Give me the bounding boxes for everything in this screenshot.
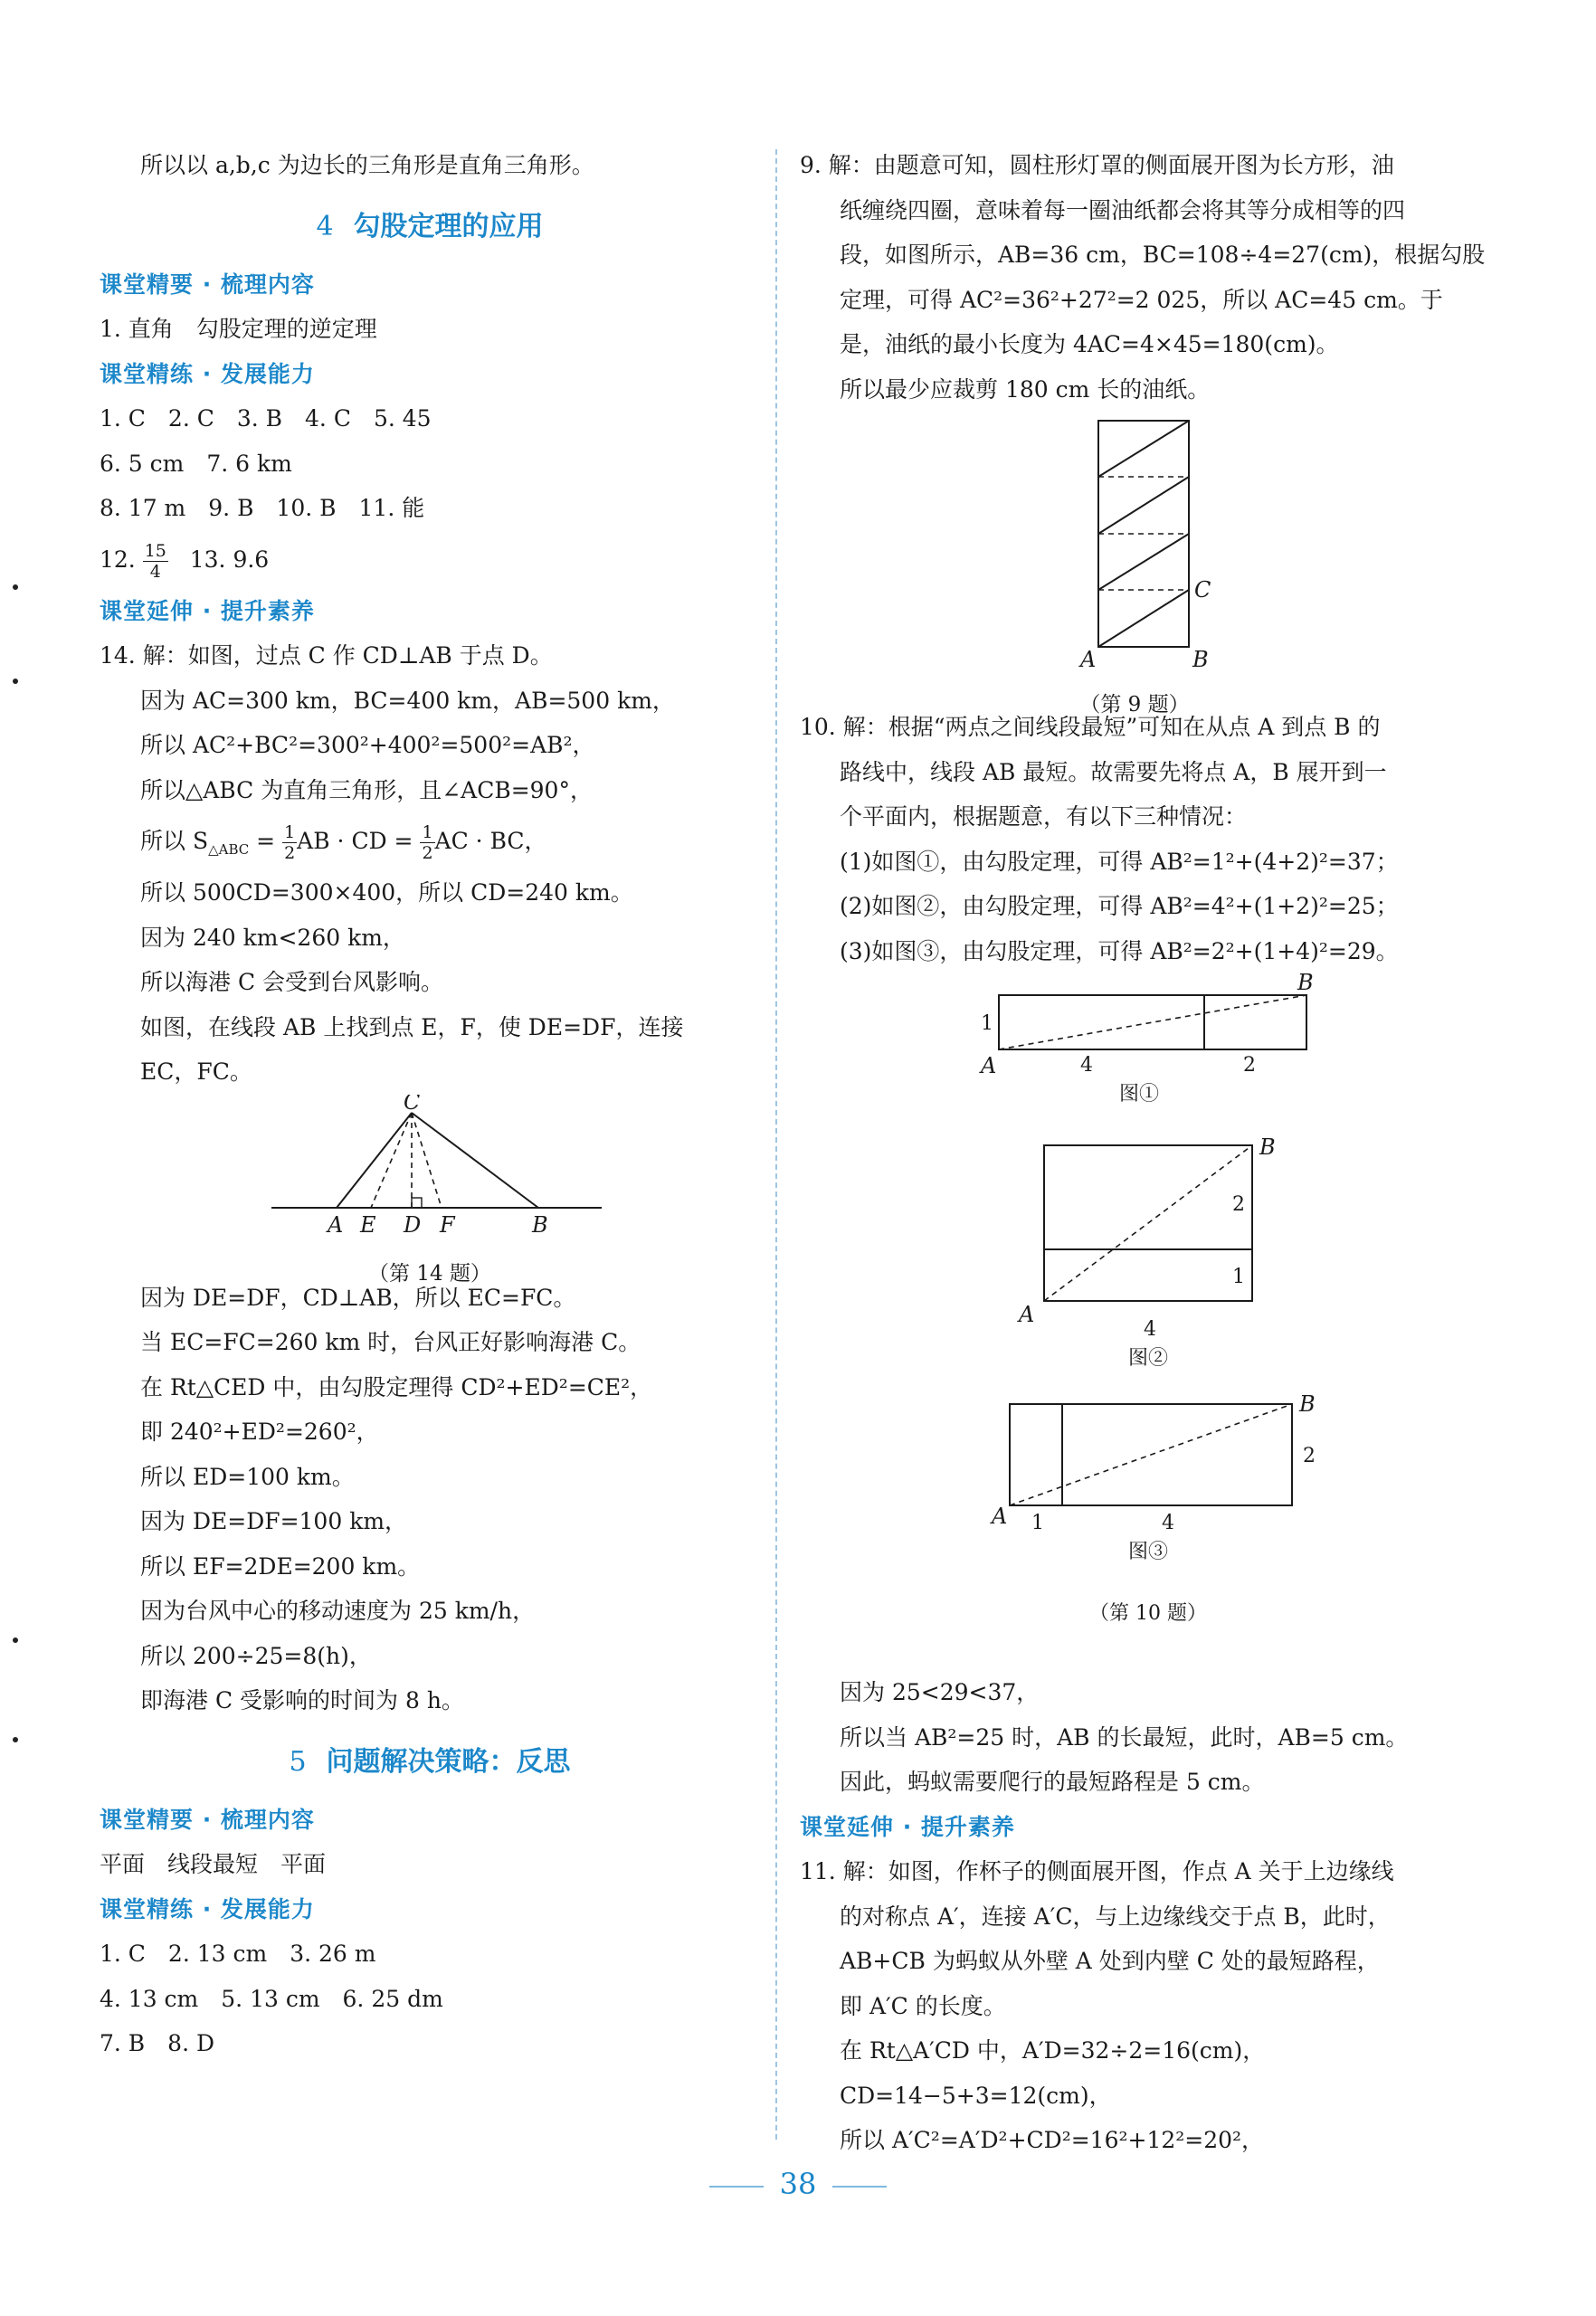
dim-label: 2: [1303, 1445, 1316, 1467]
solution-line: 所以海港 C 会受到台风影响。: [140, 969, 444, 995]
solution-line: 所以 500CD=300×400，所以 CD=240 km。: [140, 879, 633, 906]
solution-line: (3)如图③，由勾股定理，可得 AB²=2²+(1+4)²=29。: [840, 937, 1399, 964]
solution-line: AB+CB 为蚂蚁从外壁 A 处到内壁 C 处的最短路程，: [840, 1948, 1380, 1974]
sub-heading: 课堂精练 · 发展能力: [100, 1895, 315, 1922]
label-B: B: [1297, 973, 1314, 995]
answer-line: 1. C 2. 13 cm 3. 26 m: [100, 1941, 376, 1967]
section-5-heading: [100, 1740, 760, 1785]
solution-line: 个平面内，根据题意，有以下三种情况：: [840, 803, 1248, 830]
label-B: B: [1299, 1391, 1316, 1417]
solution-line: 的对称点 A′，连接 A′C，与上边缘线交于点 B，此时，: [840, 1903, 1391, 1930]
solution-line: 是，油纸的最小长度为 4AC=4×45=180(cm)。: [840, 331, 1339, 357]
fraction: [143, 541, 168, 582]
sub-heading: 课堂精要 · 梳理内容: [100, 1806, 315, 1833]
answer-line: 4. 13 cm 5. 13 cm 6. 25 dm: [100, 1985, 443, 2012]
answer-line: 平面 线段最短 平面: [100, 1851, 327, 1877]
figure-9: [800, 412, 1469, 717]
sub-heading: 课堂精练 · 发展能力: [100, 360, 315, 387]
solution-line: 因为 DE=DF，CD⊥AB，所以 EC=FC。: [140, 1284, 576, 1311]
answer-line: 1. C 2. C 3. B 4. C 5. 45: [100, 405, 432, 432]
solution-line: 在 Rt△A′CD 中，A′D=32÷2=16(cm)，: [840, 2037, 1266, 2064]
dim-label: 4: [1144, 1318, 1156, 1341]
column-divider: [775, 149, 777, 2140]
fraction: [420, 822, 434, 863]
formula-text: AB · CD =: [297, 828, 421, 854]
figure-caption: 图①: [1118, 1083, 1160, 1106]
solution-line: 所以当 AB²=25 时，AB 的长最短，此时，AB=5 cm。: [840, 1723, 1409, 1751]
numerator: 1: [284, 822, 296, 842]
solution-line: 因为 240 km<260 km，: [140, 924, 405, 951]
box-unfold-diagrams: [800, 973, 1469, 1643]
solution-line: 段，如图所示，AB=36 cm，BC=108÷4=27(cm)，根据勾股: [840, 242, 1486, 268]
solution-line: EC，FC。: [140, 1058, 252, 1085]
solution-line: 所以 EF=2DE=200 km。: [140, 1552, 421, 1580]
answer-label: 12.: [100, 546, 136, 573]
answer-line: 6. 5 cm 7. 6 km: [100, 450, 292, 477]
figure-caption: （第 10 题）: [1089, 1602, 1207, 1625]
solution-line: 因此，蚂蚁需要爬行的最短路程是 5 cm。: [840, 1769, 1265, 1795]
page-number: 38: [779, 2167, 817, 2201]
solution-line: 因为 AC=300 km，BC=400 km，AB=500 km，: [140, 687, 675, 714]
section-4-heading: [100, 204, 760, 250]
dim-label: 1: [981, 1012, 993, 1035]
triangle-diagram: [100, 1095, 760, 1244]
solution-line: 因为 DE=DF=100 km，: [140, 1508, 408, 1534]
formula-text: AC · BC，: [434, 828, 547, 854]
solution-line: 当 EC=FC=260 km 时，台风正好影响海港 C。: [140, 1329, 641, 1355]
label-A: A: [1080, 647, 1097, 672]
left-column: [100, 143, 760, 2066]
answer-line: 1. 直角 勾股定理的逆定理: [100, 316, 377, 342]
denominator: 2: [422, 843, 433, 863]
sub-heading: 课堂精要 · 梳理内容: [100, 271, 315, 298]
area-formula: [100, 812, 760, 870]
solution-line: 定理，可得 AC²=36²+27²=2 025，所以 AC=45 cm。于: [840, 286, 1443, 313]
solution-line: 11. 解：如图，作杯子的侧面展开图，作点 A 关于上边缘线: [800, 1858, 1394, 1884]
label-C: C: [404, 1094, 421, 1115]
denominator: 4: [149, 561, 161, 582]
label-A: A: [992, 1504, 1008, 1529]
solution-line: 在 Rt△CED 中，由勾股定理得 CD²+ED²=CE²，: [140, 1373, 653, 1400]
section-number: 4: [316, 210, 334, 242]
denominator: 2: [284, 843, 296, 863]
dim-label: 2: [1243, 1054, 1256, 1077]
solution-line: 即 240²+ED²=260²，: [140, 1419, 379, 1445]
label-A: A: [981, 1053, 997, 1078]
solution-line: 因为 25<29<37，: [840, 1679, 1040, 1705]
figure-10: [800, 973, 1469, 1670]
solution-line: 所以最少应裁剪 180 cm 长的油纸。: [840, 375, 1211, 403]
figure-14: [100, 1094, 760, 1286]
label-F: F: [440, 1211, 455, 1238]
solution-line: 所以 200÷25=8(h)，: [140, 1642, 372, 1669]
margin-dot: [13, 1637, 18, 1643]
margin-dot: [13, 1737, 18, 1742]
solution-line: 所以△ABC 为直角三角形，且∠ACB=90°，: [140, 776, 593, 803]
solution-line: 所以 ED=100 km。: [140, 1463, 355, 1490]
answer-line: 7. B 8. D: [100, 2030, 215, 2056]
dim-label: 2: [1232, 1193, 1245, 1216]
solution-line: 即 A′C 的长度。: [840, 1992, 1006, 2019]
dim-label: 1: [1232, 1266, 1245, 1288]
figure-caption: （第 14 题）: [368, 1262, 491, 1286]
footer-rule: [709, 2186, 764, 2188]
solution-line: 即海港 C 受影响的时间为 8 h。: [140, 1687, 464, 1713]
label-C: C: [1194, 577, 1211, 603]
label-B: B: [532, 1211, 548, 1238]
dim-label: 1: [1031, 1512, 1044, 1534]
section-number: 5: [289, 1745, 307, 1778]
solution-line: (1)如图①，由勾股定理，可得 AB²=1²+(4+2)²=37；: [840, 848, 1399, 875]
solution-line: 纸缠绕四圈，意味着每一圈油纸都会将其等分成相等的四: [840, 196, 1406, 223]
label-D: D: [404, 1211, 422, 1238]
margin-dot: [13, 679, 18, 684]
formula-subscript: △ABC: [208, 841, 250, 858]
sub-heading: 课堂延伸 · 提升素养: [100, 597, 315, 624]
solution-line: 所以 A′C²=A′D²+CD²=16²+12²=20²，: [840, 2127, 1265, 2153]
figure-caption: （第 9 题）: [1079, 692, 1190, 717]
formula-text: =: [249, 828, 283, 854]
formula-text: 所以 S: [140, 828, 209, 854]
solution-line: 所以 AC²+BC²=300²+400²=500²=AB²，: [140, 732, 595, 758]
solution-line: 路线中，线段 AB 最短。故需要先将点 A，B 展开到一: [840, 758, 1387, 785]
solution-line: 14. 解：如图，过点 C 作 CD⊥AB 于点 D。: [100, 642, 553, 669]
dim-label: 4: [1162, 1512, 1174, 1534]
page-footer: [0, 2162, 1596, 2207]
footer-rule: [832, 2186, 887, 2188]
section-title: 勾股定理的应用: [353, 210, 544, 242]
intro-line: 所以以 a,b,c 为边长的三角形是直角三角形。: [140, 152, 594, 178]
answer-label: 13. 9.6: [189, 546, 270, 573]
dim-label: 4: [1080, 1054, 1093, 1077]
solution-line: 10. 解：根据“两点之间线段最短”可知在从点 A 到点 B 的: [800, 714, 1381, 740]
solution-line: 因为台风中心的移动速度为 25 km/h，: [140, 1598, 536, 1624]
numerator: 15: [144, 540, 166, 561]
label-A: A: [328, 1211, 344, 1238]
solution-line: 如图，在线段 AB 上找到点 E，F，使 DE=DF，连接: [140, 1013, 684, 1040]
label-E: E: [360, 1211, 376, 1238]
answer-line: 8. 17 m 9. B 10. B 11. 能: [100, 495, 425, 521]
answer-line: [100, 531, 760, 589]
solution-line: CD=14−5+3=12(cm)，: [840, 2082, 1112, 2109]
sub-heading: 课堂延伸 · 提升素养: [800, 1813, 1015, 1840]
margin-dot: [13, 584, 18, 590]
figure-caption: 图②: [1127, 1347, 1169, 1370]
fraction: [282, 822, 297, 863]
figure-caption: 图③: [1127, 1541, 1169, 1563]
numerator: 1: [422, 822, 433, 842]
right-column: [800, 143, 1486, 2163]
solution-line: 9. 解：由题意可知，圆柱形灯罩的侧面展开图为长方形，油: [800, 152, 1394, 178]
section-title: 问题解决策略：反思: [326, 1745, 571, 1778]
label-B: B: [1259, 1134, 1276, 1160]
label-B: B: [1192, 647, 1209, 672]
solution-line: (2)如图②，由勾股定理，可得 AB²=4²+(1+2)²=25；: [840, 893, 1399, 919]
label-A: A: [1019, 1302, 1035, 1327]
lampshade-unfold-diagram: [800, 412, 1469, 674]
